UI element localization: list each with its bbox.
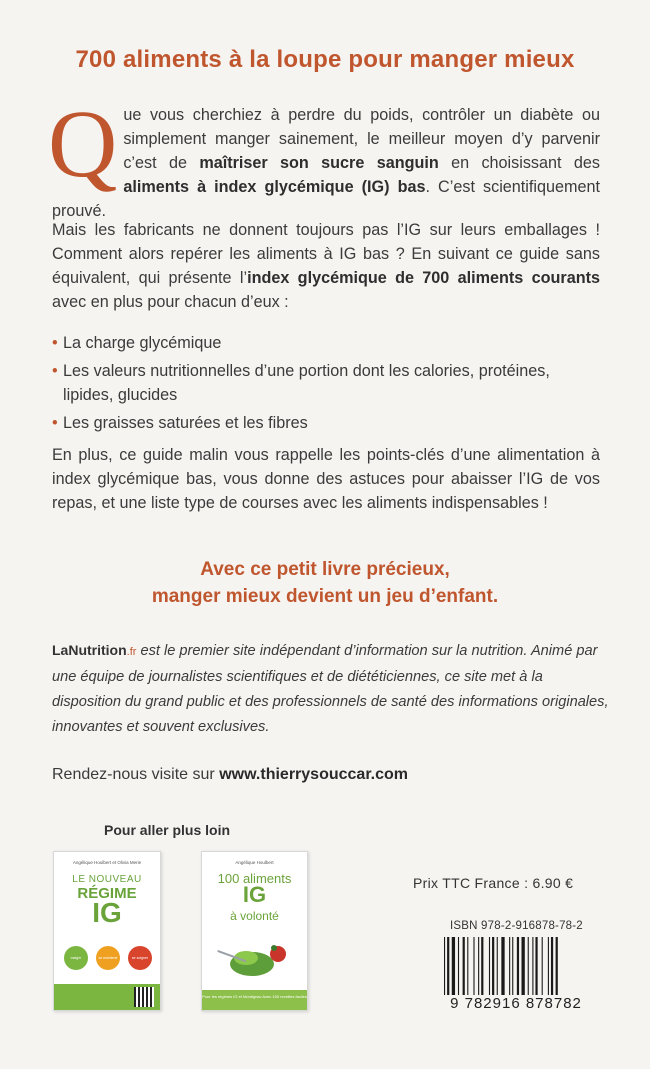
paragraph-2: [52, 218, 600, 314]
barcode-digits: 9 782916 878782: [430, 995, 602, 1012]
book1-authors: Angélique Houlbert et Olivia Merie: [72, 860, 142, 865]
lanutrition-text: est le premier site indépendant d’information sur la nutrition. Animé par une équipe de journalistes scientifiques et de diététiciennes, ce site met à la disposition du grand public et des professionnels de santé des informations originales, innovantes et souvent exclusives.: [52, 643, 609, 735]
bullet-item: • La charge glycémique: [52, 331, 600, 355]
lanutrition-paragraph: [52, 638, 612, 740]
intro-text-3: . C’est scientifiquement prouvé.: [52, 178, 600, 220]
paragraph-3: En plus, ce guide malin vous rappelle les points-clés d’une alimentation à index glycémique bas, vous donne des astuces pour abaisser l’IG de vos repas, et une liste type de courses avec les aliments indispensables !: [52, 446, 600, 512]
intro-text-1: ue vous cherchiez à perdre du poids, contrôler un diabète ou simplement manger sainement, le meilleur moyen d’y parvenir c’est de: [123, 106, 600, 172]
website-link[interactable]: www.thierrysouccar.com: [219, 766, 408, 783]
drop-cap: Q: [48, 90, 118, 197]
bullet-list: [52, 331, 600, 439]
isbn: ISBN 978-2-916878-78-2: [450, 920, 583, 932]
book2-footer-text: Pour les régimes IG et Montignac Avec 100 recettes faciles: [202, 994, 307, 999]
intro-bold-2: aliments à index glycémique (IG) bas: [123, 178, 426, 196]
tagline: [0, 556, 650, 610]
book1-circle-red: se soigner: [128, 946, 152, 970]
more-heading: Pour aller plus loin: [104, 822, 231, 838]
salad-fork-illustration: [216, 930, 294, 980]
tagline-line-2: manger mieux devient un jeu d’enfant.: [151, 586, 499, 607]
intro-paragraph: [48, 90, 600, 223]
book2-footer-band: [202, 990, 307, 1010]
book2-author: Angélique Houlbert: [235, 860, 274, 865]
book1-circle-green: maigrir: [64, 946, 88, 970]
book-cover-100-aliments-ig: [201, 851, 308, 1011]
book2-title-line-1: 100 aliments: [217, 871, 292, 886]
book-cover-nouveau-regime-ig: [53, 851, 161, 1011]
book1-circle-orange: se maintenir: [96, 946, 120, 970]
bullet-item: • Les valeurs nutritionnelles d’une portion dont les calories, protéines, lipides, glucides: [52, 359, 600, 407]
bullet-item: • Les graisses saturées et les fibres: [52, 411, 600, 435]
para2-text-1: Mais les fabricants ne donnent toujours pas l’IG sur leurs emballages ! Comment alors repérer les aliments à IG bas ? En suivant ce guide sans équivalent, qui présente l’: [52, 221, 600, 287]
para2-bold-1: index glycémique de 700 aliments courants: [247, 269, 600, 287]
intro-bold-1: maîtriser son sucre sanguin: [199, 154, 439, 172]
intro-text-2: en choisissant des: [438, 154, 600, 172]
barcode-icon: [442, 937, 600, 1001]
visit-line: [52, 766, 408, 784]
book1-title-ig: IG: [92, 897, 122, 928]
para2-text-2: avec en plus pour chacun d’eux :: [52, 293, 289, 311]
tagline-line-1: Avec ce petit livre précieux,: [200, 559, 450, 580]
logo-main: LaNutrition: [52, 642, 127, 658]
logo-suffix: .fr: [126, 646, 137, 658]
price-label: Prix TTC France : 6.90 €: [413, 875, 574, 891]
book1-footer-band: [54, 984, 160, 1010]
book2-title-line-2: à volonté: [230, 909, 279, 923]
qr-code-icon: [134, 987, 154, 1007]
visit-prefix: Rendez-nous visite sur: [52, 766, 220, 783]
book1-title-line-1: LE NOUVEAU: [72, 874, 142, 885]
book2-title-ig: IG: [242, 882, 267, 907]
book-title: 700 aliments à la loupe pour manger mieux: [75, 46, 575, 73]
lanutrition-logo: [52, 642, 136, 658]
book1-title-line-2: RÉGIME: [77, 885, 137, 902]
